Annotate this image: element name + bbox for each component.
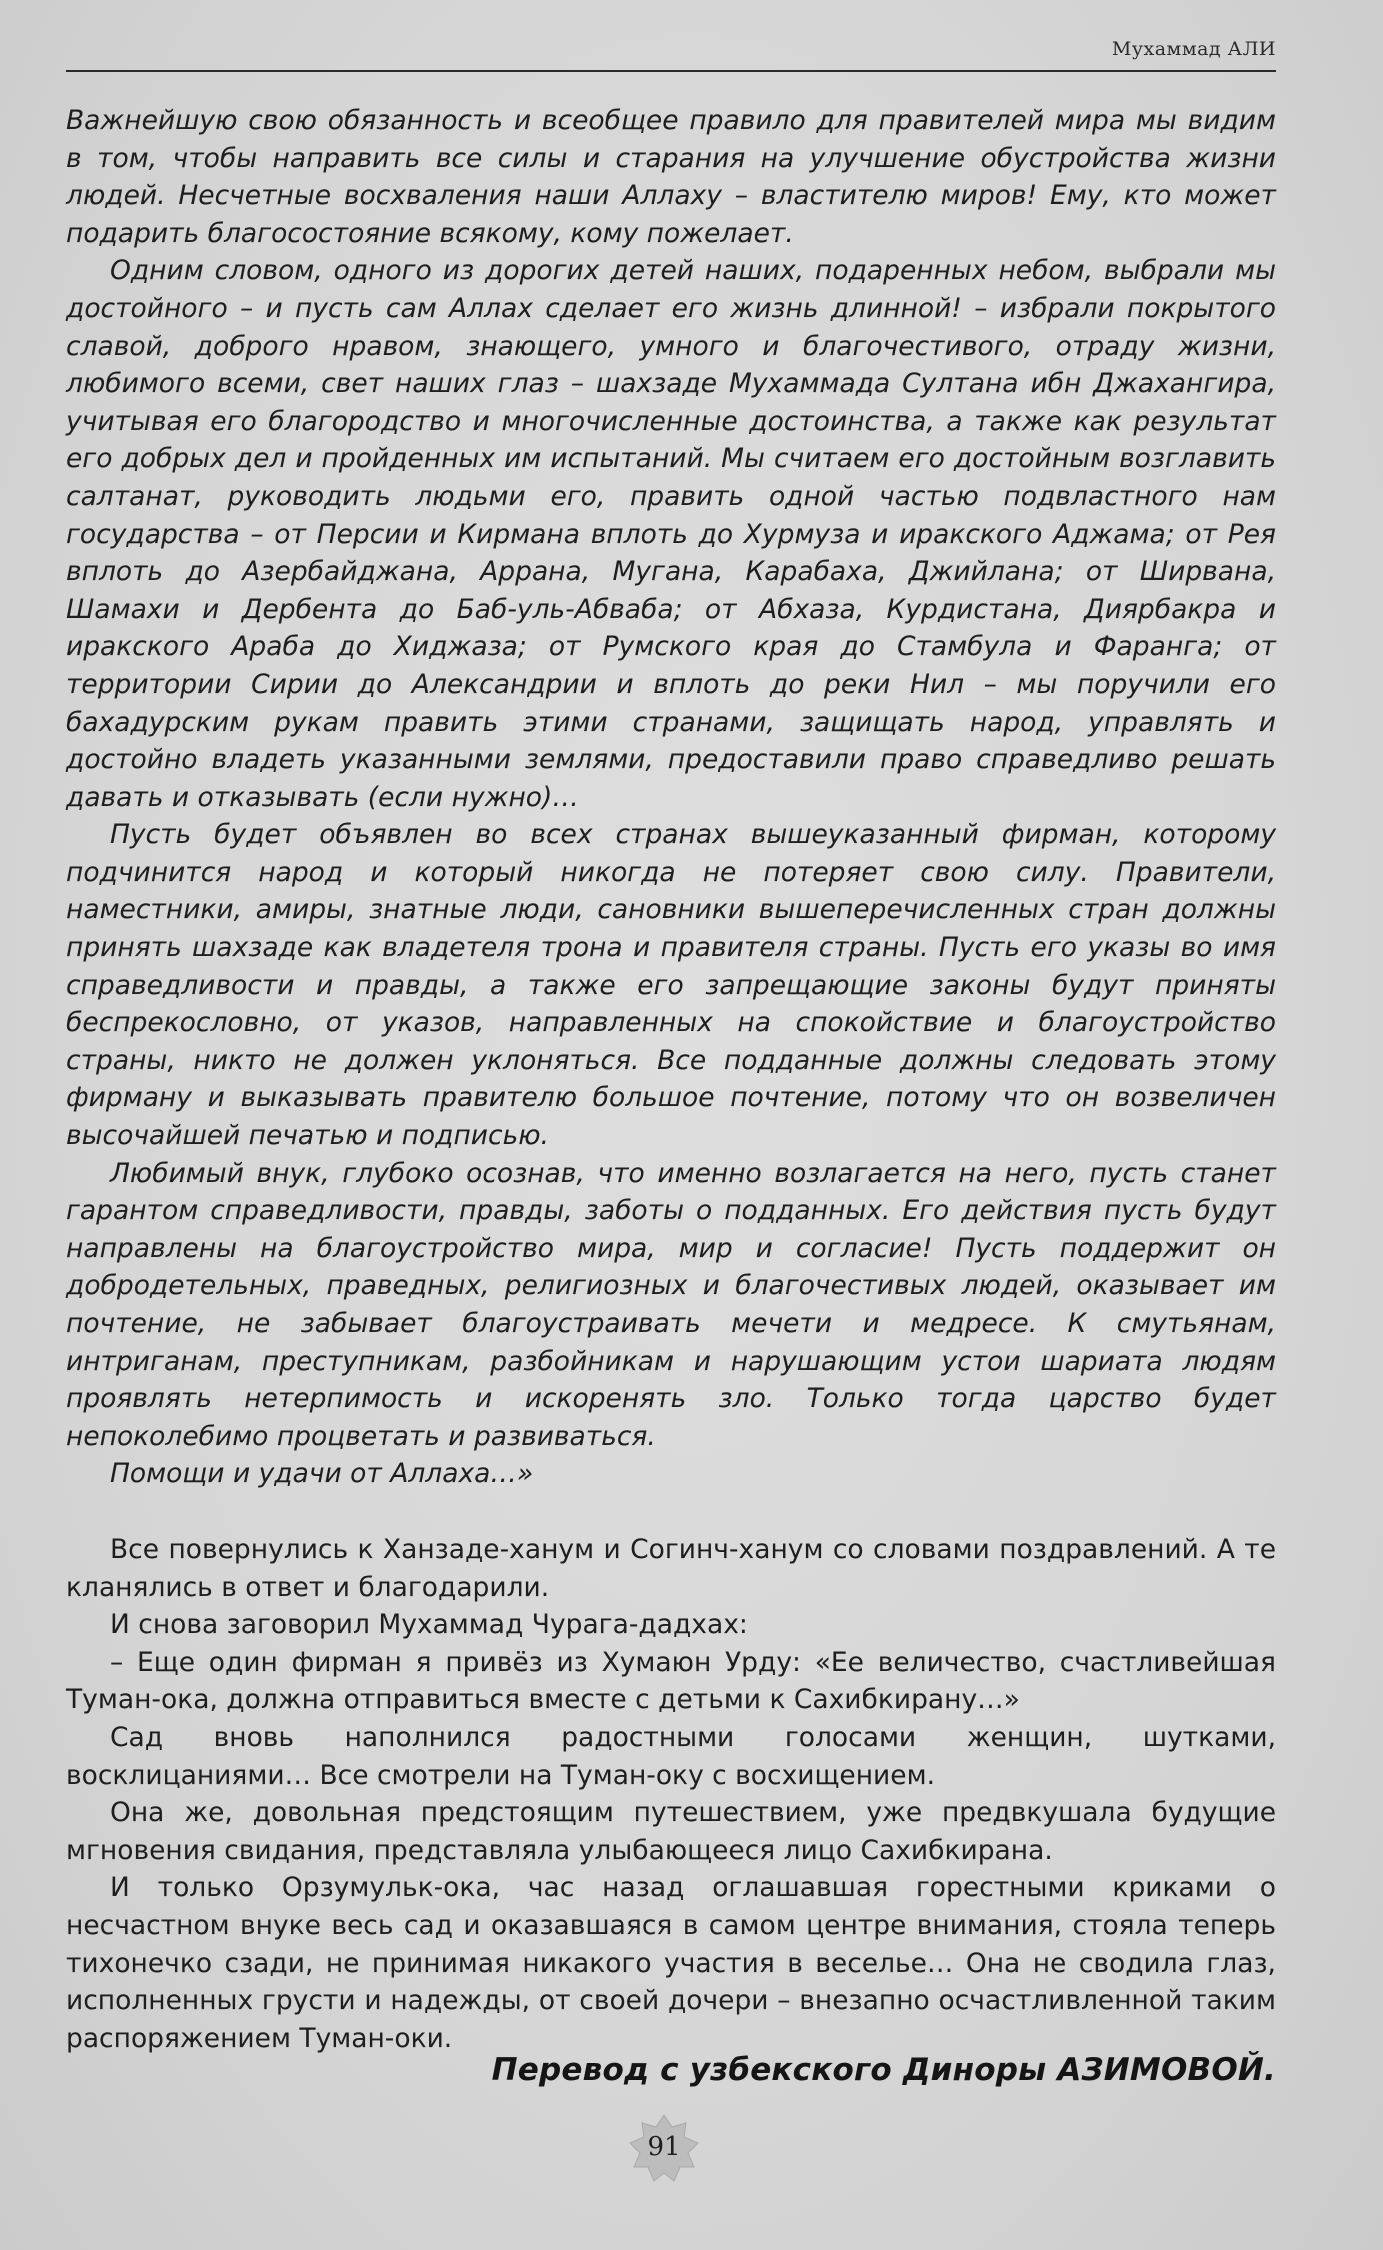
decree-text	[66, 102, 1276, 1493]
page-number: 91	[647, 2132, 681, 2162]
decree-paragraph-3: Пусть будет объявлен во всех странах вышеуказанный фирман, которому подчинится народ и который никогда не потеряет свою силу. Правители, наместники, амиры, знатные люди, сановники вышеперечисленных стран должны принять шахзаде как владетеля трона и правителя страны. Пусть его указы во имя справедливости и правды, а также его запрещающие законы будут приняты беспрекословно, от указов, направленных на спокойствие и благоустройство страны, никто не должен уклоняться. Все подданные должны следовать этому фирману и выказывать правителю большое почтение, потому что он возвеличен высочайшей печатью и подписью.	[66, 819, 1276, 1152]
narrative-paragraph-6: И только Орзумульк-ока, час назад оглашавшая горестными криками о несчастном внуке весь сад и оказавшаяся в самом центре внимания, стояла теперь тихонечко сзади, не принимая никакого участия в веселье… Она не сводила глаз, исполненных грусти и надежды, от своей дочери – внезапно осчастливленной таким распоряжением Туман-оки.	[66, 1872, 1276, 2054]
narrative-paragraph-3: – Еще один фирман я привёз из Хумаюн Урду: «Ее величество, счастливейшая Туман-ока, должна отправиться вместе с детьми к Сахибкирану…»	[66, 1646, 1276, 1716]
header-author: Мухаммад АЛИ	[1111, 38, 1276, 60]
narrative-paragraph-2: И снова заговорил Мухаммад Чурага-дадхах:	[110, 1609, 748, 1641]
decree-paragraph-5: Помощи и удачи от Аллаха…»	[110, 1458, 534, 1490]
paragraph-spacer	[66, 1493, 1276, 1531]
translator-credit: Перевод с узбекского Диноры АЗИМОВОЙ.	[491, 2052, 1276, 2088]
decree-paragraph-2: Одним словом, одного из дорогих детей наших, подаренных небом, выбрали мы достойного – и пусть сам Аллах сделает его жизнь длинной! – избрали покрытого славой, доброго нравом, знающего, умного и благочестивого, отраду жизни, любимого всеми, свет наших глаз – шахзаде Мухаммада Султана ибн Джахангира, учитывая его благородство и многочисленные достоинства, а также как результат его добрых дел и пройденных им испытаний. Мы считаем его достойным возглавить салтанат, руководить людьми его, править одной частью подвластного нам государства – от Персии и Кирмана вплоть до Хурмуза и иракского Аджама; от Рея вплоть до Азербайджана, Аррана, Мугана, Карабаха, Джийлана; от Ширвана, Шамахи и Дербента до Баб-уль-Абваба; от Абхаза, Курдистана, Диярбакра и иракского Араба до Хиджаза; от Румского края до Стамбула и Фаранга; от территории Сирии до Александрии и вплоть до реки Нил – мы поручили его бахадурским рукам править этими странами, защищать народ, управлять и достойно владеть указанными землями, предоставили право справедливо решать давать и отказывать (если нужно)…	[66, 255, 1276, 813]
narrative-paragraph-1: Все повернулись к Ханзаде-ханум и Согинч-ханум со словами поздравлений. А те кланялись в ответ и благодарили.	[66, 1533, 1276, 1603]
running-header	[66, 30, 1276, 72]
narrative-paragraph-5: Она же, довольная предстоящим путешествием, уже предвкушала будущие мгновения свидания, представляла улыбающееся лицо Сахибкирана.	[66, 1797, 1276, 1866]
decree-paragraph-4: Любимый внук, глубоко осознав, что именно возлагается на него, пусть станет гарантом справедливости, правды, заботы о подданных. Его действия пусть будут направлены на благоустройство мира, мир и согласие! Пусть поддержит он добродетельных, праведных, религиозных и благочестивых людей, оказывает им почтение, не забывает благоустраивать мечети и медресе. К смутьянам, интриганам, преступникам, разбойникам и нарушающим устои шариата людям проявлять нетерпимость и искоренять зло. Только тогда царство будет непоколебимо процветать и развиваться.	[66, 1157, 1276, 1452]
page-body	[66, 102, 1276, 2057]
narrative-text	[66, 1531, 1276, 2057]
decree-paragraph-1: Важнейшую свою обязанность и всеобщее правило для правителей мира мы видим в том, чтобы направить все силы и старания на улучшение обустройства жизни людей. Несчетные восхваления наши Аллаху – властителю миров! Ему, кто может подарить благосостояние всякому, кому пожелает.	[66, 105, 1276, 249]
narrative-paragraph-4: Сад вновь наполнился радостными голосами женщин, шутками, восклицаниями… Все смотрели на Туман-оку с восхищением.	[66, 1721, 1276, 1791]
page-number-badge	[628, 2113, 700, 2185]
